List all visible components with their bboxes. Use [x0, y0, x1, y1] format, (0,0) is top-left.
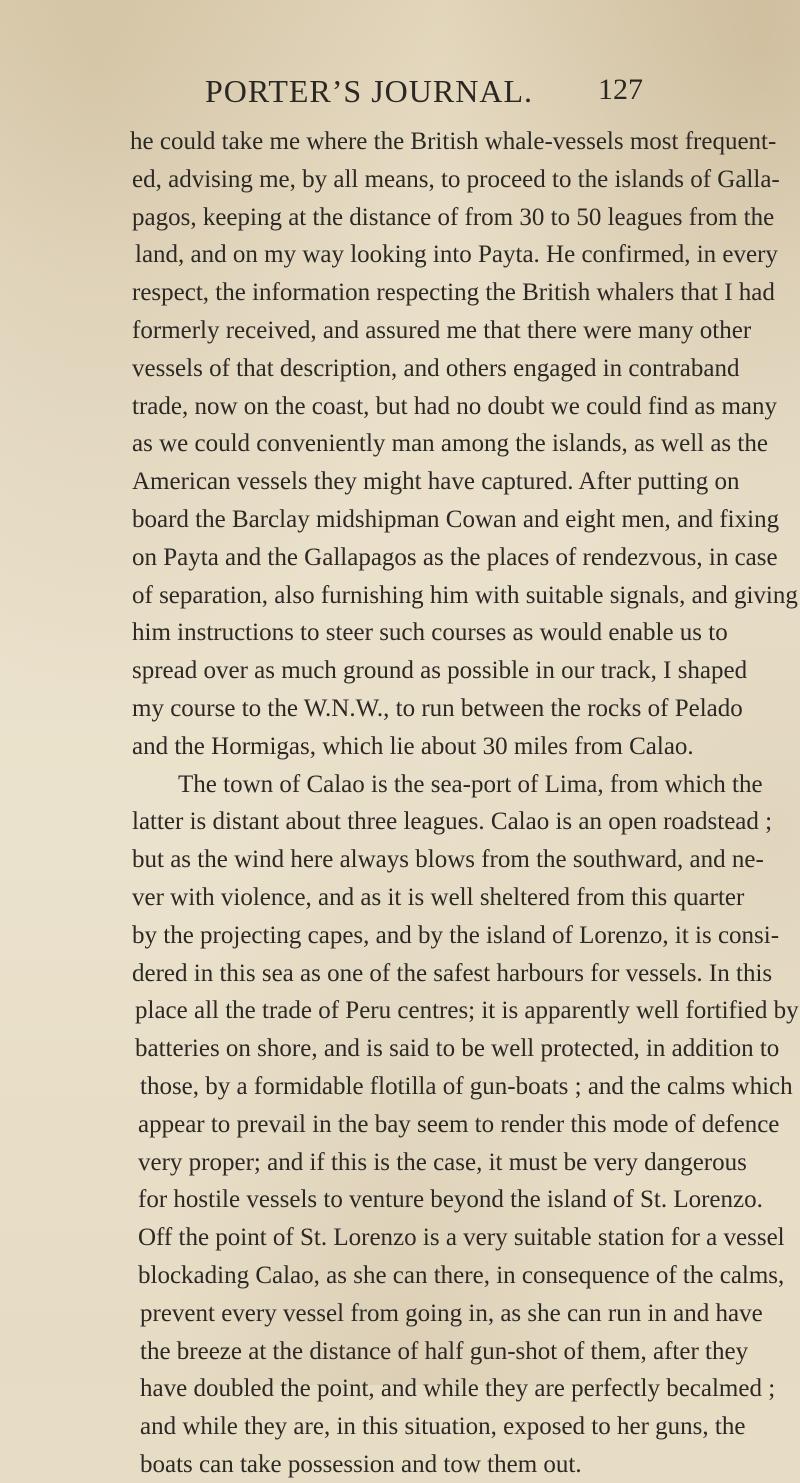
text-line: land, and on my way looking into Payta. He confirmed, in every	[135, 241, 778, 269]
text-line: by the projecting capes, and by the island of Lorenzo, it is consi-	[132, 921, 780, 949]
text-line: ed, advising me, by all means, to proceed to the islands of Galla-	[132, 165, 780, 193]
text-line: dered in this sea as one of the safest harbours for vessels. In this	[132, 959, 773, 987]
text-line: and while they are, in this situation, exposed to her guns, the	[140, 1413, 746, 1441]
text-line: as we could conveniently man among the islands, as well as the	[132, 430, 768, 458]
text-line: the breeze at the distance of half gun-shot of them, after they	[140, 1337, 749, 1365]
text-line: my course to the W.N.W., to run between the rocks of Pelado	[132, 695, 743, 722]
page-number: 127	[598, 73, 643, 106]
text-line: place all the trade of Peru centres; it is apparently well fortified by	[135, 997, 799, 1025]
text-line: American vessels they might have captured. After putting on	[132, 468, 740, 496]
text-line: he could take me where the British whale-vessels most frequent-	[130, 128, 777, 155]
text-line: and the Hormigas, which lie about 30 miles from Calao.	[132, 732, 694, 760]
text-line: board the Barclay midshipman Cowan and eight men, and fixing	[132, 506, 780, 533]
text-line: respect, the information respecting the British whalers that I had	[132, 279, 775, 307]
text-line: blockading Calao, as she can there, in consequence of the calms,	[138, 1262, 785, 1289]
text-line: latter is distant about three leagues. Calao is an open roadstead ;	[132, 808, 773, 836]
text-line: on Payta and the Gallapagos as the places of rendezvous, in case	[132, 543, 778, 571]
text-line: but as the wind here always blows from the southward, and ne-	[132, 846, 764, 874]
running-title: PORTER’S JOURNAL.	[205, 73, 533, 109]
text-line: of separation, also furnishing him with suitable signals, and giving	[132, 581, 798, 609]
text-line: vessels of that description, and others engaged in contraband	[132, 354, 740, 382]
text-line: formerly received, and assured me that there were many other	[132, 317, 752, 344]
text-line: spread over as much ground as possible in our track, I shaped	[132, 657, 748, 685]
running-head	[0, 73, 800, 113]
text-line: have doubled the point, and while they are perfectly becalmed ;	[140, 1375, 776, 1403]
text-line: Off the point of St. Lorenzo is a very suitable station for a vessel	[138, 1224, 785, 1252]
text-line: those, by a formidable flotilla of gun-boats ; and the calms which	[140, 1073, 793, 1100]
text-line: prevent every vessel from going in, as she can run in and have	[140, 1299, 763, 1327]
text-line: very proper; and if this is the case, it must be very dangerous	[138, 1148, 747, 1176]
text-line: appear to prevail in the bay seem to render this mode of defence	[138, 1110, 780, 1138]
text-line: for hostile vessels to venture beyond the island of St. Lorenzo.	[138, 1186, 763, 1214]
text-line: him instructions to steer such courses as would enable us to	[132, 619, 728, 647]
text-line: The town of Calao is the sea-port of Lima, from which the	[178, 770, 763, 798]
text-line: pagos, keeping at the distance of from 30 to 50 leagues from the	[132, 203, 775, 231]
text-line: ver with violence, and as it is well sheltered from this quarter	[132, 884, 745, 911]
text-line: batteries on shore, and is said to be well protected, in addition to	[135, 1035, 780, 1063]
text-line: trade, now on the coast, but had no doubt we could find as many	[132, 392, 777, 420]
text-line: boats can take possession and tow them out.	[140, 1451, 582, 1478]
